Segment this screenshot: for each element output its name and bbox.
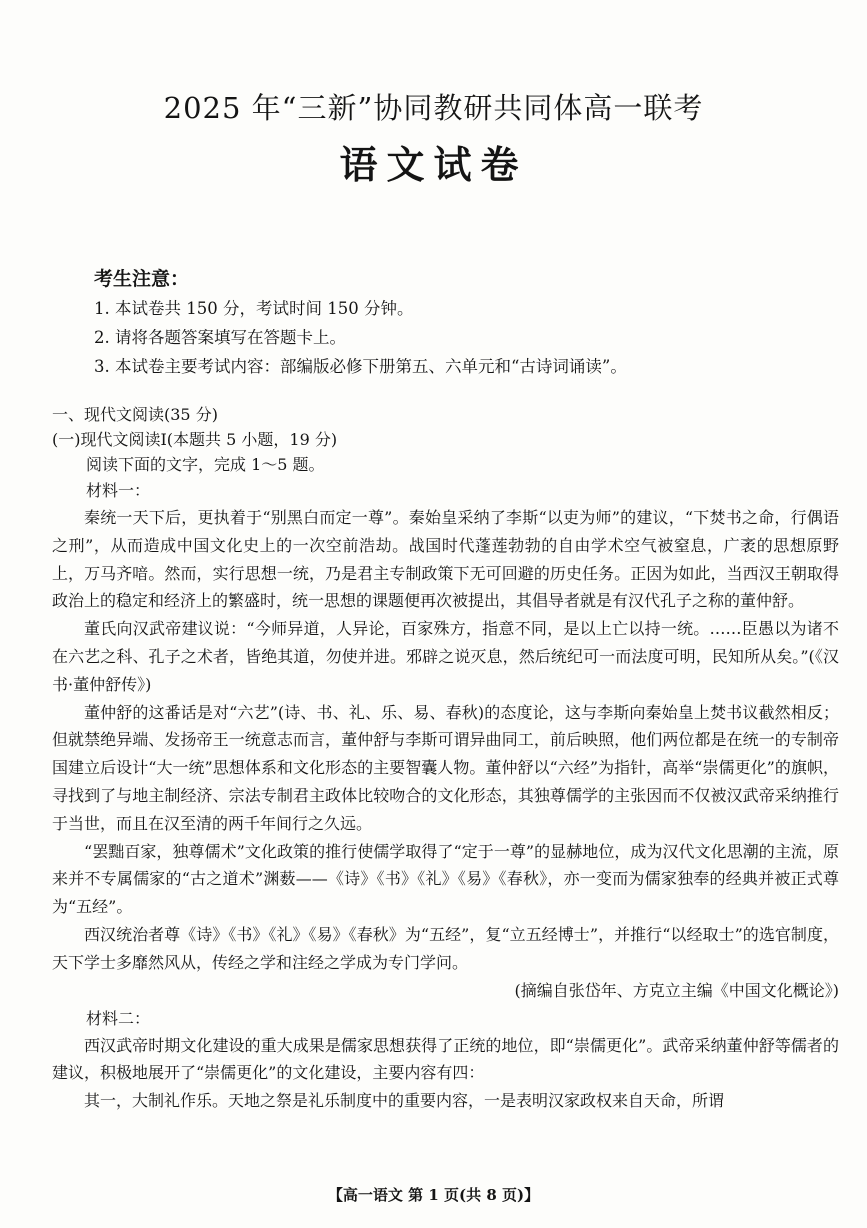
material-one-paragraph: 董氏向汉武帝建议说：“今师异道，人异论，百家殊方，指意不同，是以上亡以持一统。……臣愚以为诸不在六艺之科、孔子之术者，皆绝其道，勿使并进。邪辟之说灭息，然后统纪可一而法度可明，民知所从矣。”(《汉书·董仲舒传》) xyxy=(52,619,839,694)
reading-section xyxy=(52,402,839,1115)
section-subheading: (一)现代文阅读Ⅰ(本题共 5 小题，19 分) xyxy=(52,430,338,449)
notice-item: 3. 本试卷主要考试内容：部编版必修下册第五、六单元和“古诗词诵读”。 xyxy=(94,357,627,376)
section-heading: 一、现代文阅读(35 分) xyxy=(52,405,218,424)
page-footer: 【高一语文 第 1 页(共 8 页)】 xyxy=(327,1186,540,1204)
material-one-source: (摘编自张岱年、方克立主编《中国文化概论》) xyxy=(514,980,839,1000)
notice-item: 1. 本试卷共 150 分，考试时间 150 分钟。 xyxy=(94,299,414,318)
notice-heading: 考生注意： xyxy=(94,268,190,290)
material-one-paragraph: 西汉统治者尊《诗》《书》《礼》《易》《春秋》为“五经”，复“立五经博士”，并推行“以经取士”的选官制度，天下学士多靡然风从，传经之学和注经之学成为专门学问。 xyxy=(52,924,839,972)
material-one-paragraph: 董仲舒的这番话是对“六艺”(诗、书、礼、乐、易、春秋)的态度论，这与李斯向秦始皇上焚书议截然相反；但就禁绝异端、发扬帝王一统意志而言，董仲舒与李斯可谓异曲同工，前后映照，他们两位都是在统一的专制帝国建立后设计“大一统”思想体系和文化形态的主要智囊人物。董仲舒以“六经”为指针，高举“崇儒更化”的旗帜，寻找到了与地主制经济、宗法专制君主政体比较吻合的文化形态，其独尊儒学的主张因而不仅被汉武帝采纳推行于当世，而且在汉至清的两千年间行之久远。 xyxy=(52,702,839,833)
material-one-paragraph: 秦统一天下后，更执着于“别黑白而定一尊”。秦始皇采纳了李斯“以吏为师”的建议，“下焚书之命，行偶语之刑”，从而造成中国文化史上的一次空前浩劫。战国时代蓬莲勃勃的自由学术空气被窒息，广袤的思想原野上，万马齐喑。然而，实行思想一统，乃是君主专制政策下无可回避的历史任务。正因为如此，当西汉王朝取得政治上的稳定和经济上的繁盛时，统一思想的课题便再次被提出，其倡导者就是有汉代孔子之称的董仲舒。 xyxy=(52,508,839,611)
material-one-label: 材料一： xyxy=(86,481,151,500)
material-one-paragraph: “罢黜百家，独尊儒术”文化政策的推行使儒学取得了“定于一尊”的显赫地位，成为汉代文化思潮的主流，原来并不专属儒家的“古之道术”渊薮——《诗》《书》《礼》《易》《春秋》，亦一变而为儒家独奉的经典并被正式尊为“五经”。 xyxy=(52,841,839,917)
notice-item: 2. 请将各题答案填写在答题卡上。 xyxy=(94,328,346,347)
material-two-paragraph: 西汉武帝时期文化建设的重大成果是儒家思想获得了正统的地位，即“崇儒更化”。武帝采纳董仲舒等儒者的建议，积极地展开了“崇儒更化”的文化建设，主要内容有四： xyxy=(52,1035,839,1083)
exam-title: 2025 年“三新”协同教研共同体高一联考 xyxy=(163,91,704,125)
material-two-label: 材料二： xyxy=(86,1008,151,1028)
exam-subject-title: 语文试卷 xyxy=(339,142,528,187)
candidate-notice xyxy=(94,264,834,381)
section-instruction: 阅读下面的文字，完成 1～5 题。 xyxy=(86,455,325,474)
material-two-paragraph: 其一，大制礼作乐。天地之祭是礼乐制度中的重要内容，一是表明汉家政权来自天命，所谓 xyxy=(84,1091,725,1111)
